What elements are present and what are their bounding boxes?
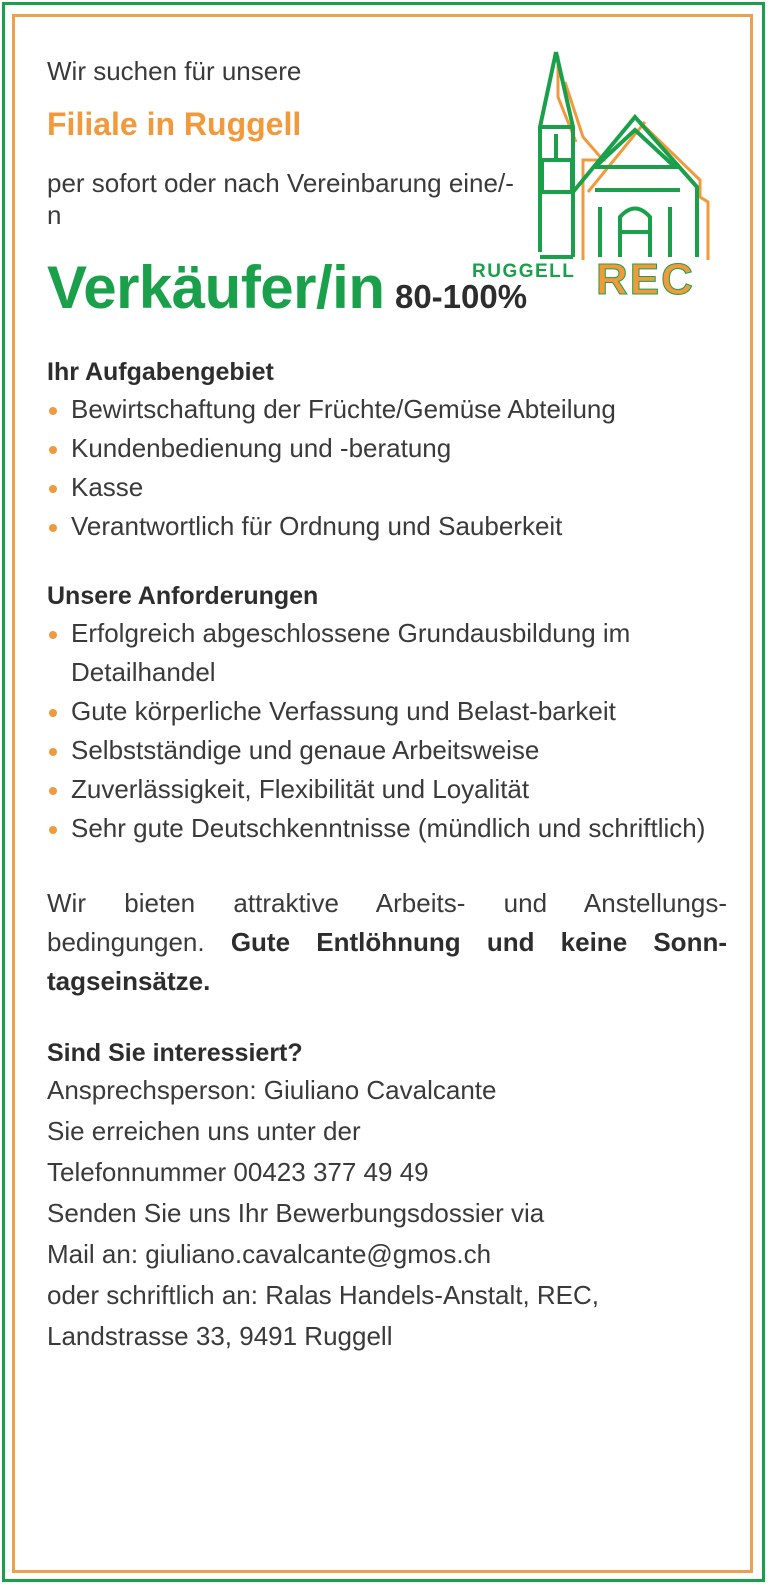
- intro-text: Wir suchen für unsere: [47, 56, 302, 86]
- list-item: Erfolgreich abgeschlossene Grundausbildung im Detailhandel: [47, 614, 727, 692]
- offer-text: Wir bieten attraktive Arbeits- und Anstellungs-bedingungen.: [47, 888, 727, 957]
- tasks-section: [47, 356, 727, 546]
- list-item: Gute körperliche Verfassung und Belast-barkeit: [47, 692, 727, 731]
- list-item: Kasse: [47, 468, 727, 507]
- logo-text-ruggell: RUGGELL: [472, 261, 576, 282]
- contact-phone: Telefonnummer 00423 377 49 49: [47, 1157, 429, 1187]
- list-item: Verantwortlich für Ordnung und Sauberkeit: [47, 507, 727, 546]
- contact-person: Ansprechsperson: Giuliano Cavalcante: [47, 1075, 497, 1105]
- offer-highlight: Gute Entlöhnung und keine Sonn-tagseinsätze.: [47, 927, 727, 996]
- list-item: Kundenbedienung und -beratung: [47, 429, 727, 468]
- contact-line: Senden Sie uns Ihr Bewerbungsdossier via: [47, 1198, 545, 1228]
- start-date-text: per sofort oder nach Vereinbarung eine/-n: [47, 168, 514, 230]
- contact-line: oder schriftlich an: Ralas Handels-Anstalt, REC,: [47, 1280, 600, 1310]
- logo-text-rec: REC: [596, 255, 695, 302]
- contact-email: Mail an: giuliano.cavalcante@gmos.ch: [47, 1239, 492, 1269]
- workload-percent: 80-100%: [394, 278, 528, 315]
- contact-heading: Sind Sie interessiert?: [47, 1039, 303, 1067]
- offer-paragraph: [47, 884, 727, 1001]
- list-item: Zuverlässigkeit, Flexibilität und Loyalität: [47, 770, 727, 809]
- contact-line: Sie erreichen uns unter der: [47, 1116, 361, 1146]
- job-title-row: [47, 253, 727, 322]
- list-item: Sehr gute Deutschkenntnisse (mündlich und schriftlich): [47, 809, 727, 848]
- job-ad: [47, 55, 727, 1356]
- job-title: Verkäufer/in: [47, 254, 385, 321]
- tasks-heading: Ihr Aufgabengebiet: [47, 358, 274, 386]
- requirements-heading: Unsere Anforderungen: [47, 582, 319, 610]
- requirements-section: [47, 580, 727, 848]
- branch-heading: Filiale in Ruggell: [47, 106, 302, 142]
- list-item: Selbstständige und genaue Arbeitsweise: [47, 731, 727, 770]
- list-item: Bewirtschaftung der Früchte/Gemüse Abteilung: [47, 390, 727, 429]
- contact-address: Landstrasse 33, 9491 Ruggell: [47, 1321, 393, 1351]
- contact-section: [47, 1037, 727, 1356]
